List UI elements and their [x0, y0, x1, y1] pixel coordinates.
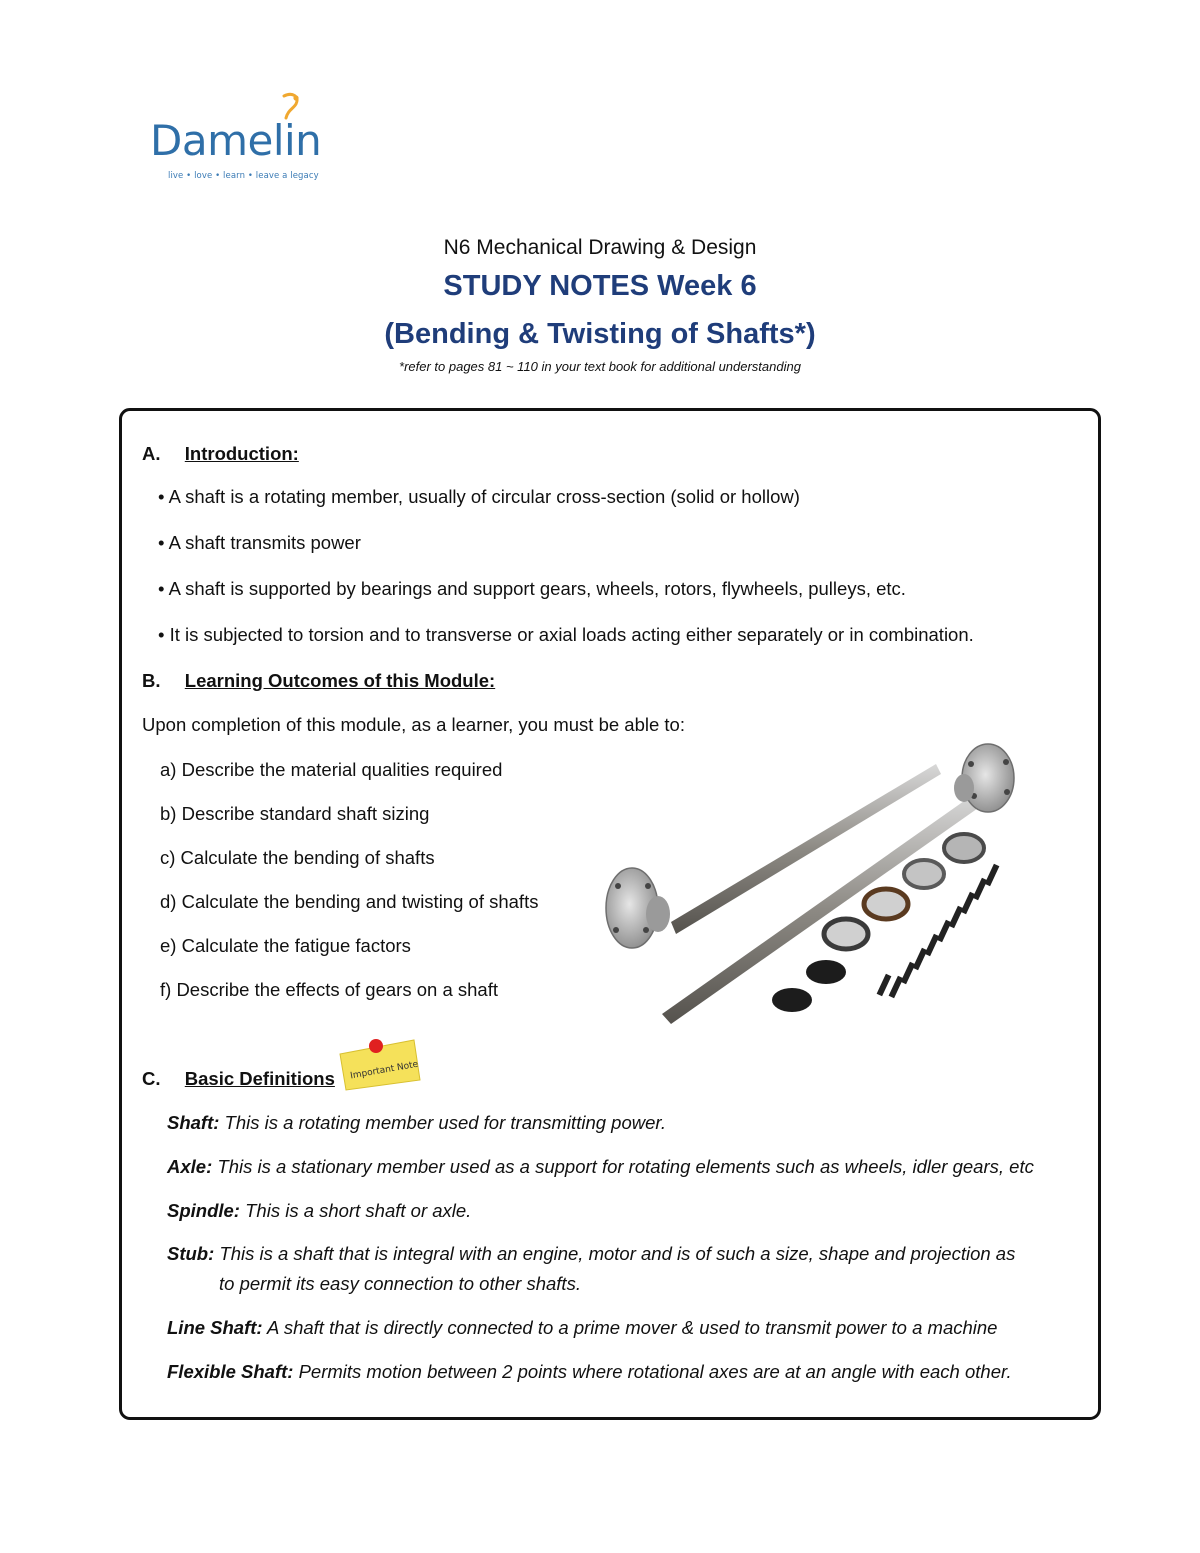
outcome-item: e) Calculate the fatigue factors	[160, 935, 411, 956]
definition-stub: Stub: This is a shaft that is integral with an engine, motor and is of such a size, shape and projection as	[167, 1243, 1016, 1264]
intro-bullet-text: A shaft is supported by bearings and support gears, wheels, rotors, flywheels, pulleys, etc.	[168, 578, 906, 599]
bullet-icon: •	[158, 624, 165, 645]
page-subtitle: (Bending & Twisting of Shafts*)	[384, 318, 816, 350]
bullet-icon: •	[158, 486, 165, 507]
section-b-letter: B.	[142, 670, 161, 691]
sticky-note-text: Important Note	[349, 1059, 420, 1082]
intro-bullet-text: It is subjected to torsion and to transverse or axial loads acting either separately or in combination.	[169, 624, 974, 645]
page-title: STUDY NOTES Week 6	[443, 270, 757, 302]
outcome-item: a) Describe the material qualities required	[160, 759, 503, 780]
definition-line-shaft: Line Shaft: A shaft that is directly connected to a prime mover & used to transmit power to a machine	[167, 1317, 998, 1338]
list-item	[158, 532, 361, 554]
section-c-letter: C.	[142, 1068, 161, 1089]
bullet-icon: •	[158, 532, 165, 553]
definition-stub-continued: to permit its easy connection to other shafts.	[219, 1273, 581, 1294]
definition-flexible-shaft: Flexible Shaft: Permits motion between 2 points where rotational axes are at an angle with each other.	[167, 1361, 1012, 1382]
course-title: N6 Mechanical Drawing & Design	[443, 236, 757, 259]
section-b-heading	[142, 670, 495, 692]
important-note-sticker	[336, 1032, 422, 1092]
outcome-item: c) Calculate the bending of shafts	[160, 847, 435, 868]
definition-axle: Axle: This is a stationary member used as a support for rotating elements such as wheels, idler gears, etc	[167, 1156, 1034, 1177]
damelin-logo	[150, 92, 340, 187]
reference-note: *refer to pages 81 ~ 110 in your text book for additional understanding	[399, 359, 801, 374]
logo-tagline: live • love • learn • leave a legacy	[168, 171, 319, 181]
outcome-item: d) Calculate the bending and twisting of shafts	[160, 891, 539, 912]
list-item	[158, 578, 906, 600]
definition-shaft: Shaft: This is a rotating member used for transmitting power.	[167, 1112, 666, 1133]
outcomes-lead: Upon completion of this module, as a learner, you must be able to:	[142, 714, 685, 735]
list-item	[158, 624, 974, 646]
logo-wordmark: Damelin	[150, 116, 322, 165]
definition-spindle: Spindle: This is a short shaft or axle.	[167, 1200, 472, 1221]
outcome-item: f) Describe the effects of gears on a shaft	[160, 979, 498, 1000]
outcome-item: b) Describe standard shaft sizing	[160, 803, 430, 824]
list-item	[158, 486, 800, 508]
axle-shafts-image	[596, 736, 1046, 1046]
section-a-title: Introduction:	[184, 443, 299, 464]
section-a-letter: A.	[142, 443, 161, 464]
intro-bullet-text: A shaft transmits power	[168, 532, 361, 553]
section-a-heading	[142, 443, 299, 465]
section-b-title: Learning Outcomes of this Module:	[184, 670, 496, 691]
intro-bullet-text: A shaft is a rotating member, usually of circular cross-section (solid or hollow)	[168, 486, 800, 507]
section-c-title: Basic Definitions	[184, 1068, 335, 1089]
section-c-heading	[142, 1068, 335, 1090]
bullet-icon: •	[158, 578, 165, 599]
